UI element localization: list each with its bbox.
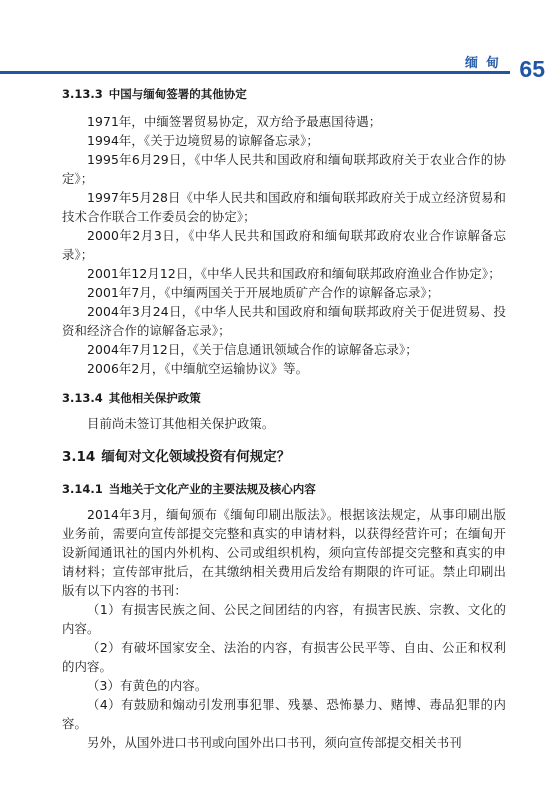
prohibited-item: （2）有破坏国家安全、法治的内容，有损害公民平等、自由、公正和权利的内容。 [62, 640, 506, 674]
agreement-item: 1994年，《关于边境贸易的谅解备忘录》； [87, 133, 319, 148]
agreement-item: 2004年7月12日，《关于信息通讯领域合作的谅解备忘录》； [87, 342, 418, 357]
heading-number: 3.13.4 [62, 391, 103, 405]
agreement-item: 2001年12月12日，《中华人民共和国政府和缅甸联邦政府渔业合作协定》； [87, 266, 501, 281]
heading-number: 3.14 [62, 449, 96, 465]
heading-text: 中国与缅甸签署的其他协定 [108, 87, 247, 101]
heading-text: 其他相关保护政策 [108, 391, 201, 405]
heading-text: 当地关于文化产业的主要法规及核心内容 [108, 482, 316, 496]
page-header [0, 0, 559, 90]
agreement-item: 2001年7月，《中缅两国关于开展地质矿产合作的谅解备忘录》； [87, 285, 440, 300]
body-paragraph: 2014年3月，缅甸颁布《缅甸印刷出版法》。根据该法规定，从事印刷出版业务前，需要向宣传部提交完整和真实的申请材料，以获得经营许可；在缅甸开设新闻通讯社的国内外机构、公司或组织机构，须向宣传部提交完整和真实的申请材料；宣传部审批后，在其缴纳相关费用后发给有期限的许可证。禁止印刷出版有以下内容的书刊： [62, 507, 506, 598]
agreement-item: 2004年3月24日，《中华人民共和国政府和缅甸联邦政府关于促进贸易、投资和经济合作的谅解备忘录》； [62, 304, 506, 338]
header-rule [0, 71, 510, 74]
prohibited-item: （3）有黄色的内容。 [87, 678, 208, 693]
agreement-item: 1971年，中缅签署贸易协定，双方给予最惠国待遇； [87, 114, 382, 129]
agreement-item: 1997年5月28日《中华人民共和国政府和缅甸联邦政府关于成立经济贸易和技术合作联合工作委员会的协定》； [62, 190, 506, 224]
running-section-title: 缅甸 [464, 56, 507, 71]
heading-3-13-4 [62, 390, 506, 406]
heading-3-14 [62, 447, 506, 467]
page-number: 65 [519, 56, 545, 82]
prohibited-item: （1）有损害民族之间、公民之间团结的内容，有损害民族、宗教、文化的内容。 [62, 602, 506, 636]
heading-text: 缅甸对文化领域投资有何规定？ [101, 449, 291, 465]
prohibited-item: （4）有鼓励和煽动引发刑事犯罪、残暴、恐怖暴力、赌博、毒品犯罪的内容。 [62, 697, 506, 731]
heading-number: 3.13.3 [62, 87, 103, 101]
heading-3-13-3 [62, 86, 506, 102]
heading-3-14-1 [62, 481, 506, 497]
agreement-list [62, 112, 506, 378]
agreement-item: 1995年6月29日，《中华人民共和国政府和缅甸联邦政府关于农业合作的协定》； [62, 152, 506, 186]
heading-number: 3.14.1 [62, 482, 103, 496]
body-paragraph: 目前尚未签订其他相关保护政策。 [87, 416, 275, 431]
agreement-item: 2006年2月，《中缅航空运输协议》等。 [87, 361, 309, 376]
body-paragraph: 另外，从国外进口书刊或向国外出口书刊，须向宣传部提交相关书刊 [87, 735, 462, 750]
page-body [62, 86, 506, 752]
agreement-item: 2000年2月3日，《中华人民共和国政府和缅甸联邦政府农业合作谅解备忘录》； [62, 228, 506, 262]
